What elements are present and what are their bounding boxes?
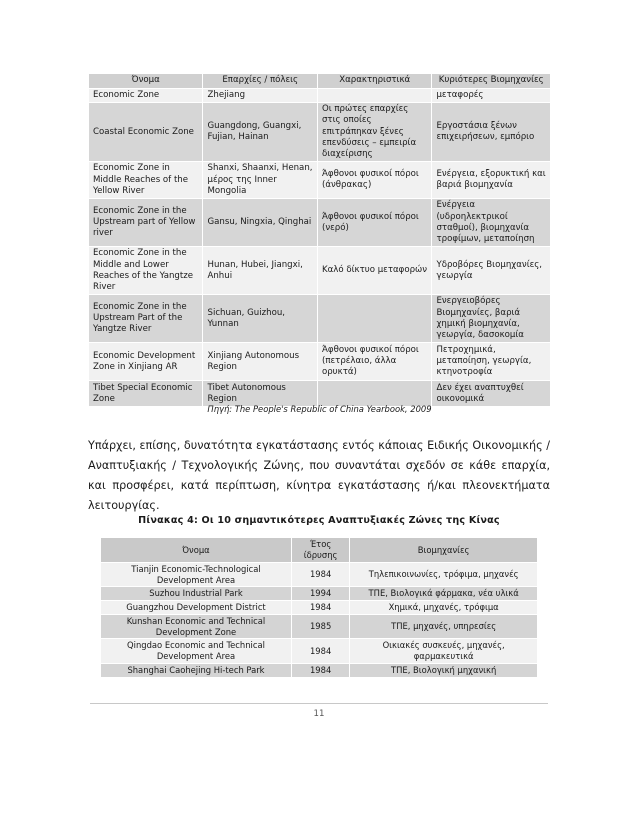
industries-cell: Οικιακές συσκευές, μηχανές, φαρμακευτικά — [350, 639, 538, 663]
zone-name-cell: Economic Zone — [89, 89, 203, 103]
table-row — [101, 587, 538, 601]
table-caption: Πίνακας 4: Οι 10 σημαντικότερες Αναπτυξιακές Ζώνες της Κίνας — [138, 515, 500, 526]
provinces-cell: Tibet Autonomous Region — [203, 381, 317, 407]
characteristics-cell: Άφθονοι φυσικοί πόροι (άνθρακας) — [317, 162, 431, 199]
industries-cell: Ενεργειοβόρες Βιομηχανίες, βαριά χημική βιομηχανία, γεωργία, δασοκομία — [432, 295, 551, 343]
table-row — [89, 162, 551, 199]
provinces-cell: Zhejiang — [203, 89, 317, 103]
table-row — [89, 295, 551, 343]
column-header-name: Όνομα — [89, 74, 203, 89]
table-row — [101, 663, 538, 677]
characteristics-cell: Καλό δίκτυο μεταφορών — [317, 247, 431, 295]
industries-cell: Χημικά, μηχανές, τρόφιμα — [350, 601, 538, 615]
zone-name-cell: Tianjin Economic-Technological Development Area — [101, 563, 292, 587]
provinces-cell: Guangdong, Guangxi, Fujian, Hainan — [203, 103, 317, 162]
table-header-row — [89, 74, 551, 89]
year-cell: 1984 — [291, 663, 349, 677]
table-row — [101, 601, 538, 615]
column-header-industries: Βιομηχανίες — [350, 538, 538, 563]
table-row — [89, 199, 551, 247]
column-header-industries: Κυριότερες Βιομηχανίες — [432, 74, 551, 89]
zone-name-cell: Economic Zone in the Upstream part of Yellow river — [89, 199, 203, 247]
industries-cell: μεταφορές — [432, 89, 551, 103]
zone-name-cell: Coastal Economic Zone — [89, 103, 203, 162]
column-header-provinces: Επαρχίες / πόλεις — [203, 74, 317, 89]
zone-name-cell: Suzhou Industrial Park — [101, 587, 292, 601]
characteristics-cell: Άφθονοι φυσικοί πόροι (νερό) — [317, 199, 431, 247]
provinces-cell: Gansu, Ningxia, Qinghai — [203, 199, 317, 247]
industries-cell: Δεν έχει αναπτυχθεί οικονομικά — [432, 381, 551, 407]
zone-name-cell: Economic Zone in Middle Reaches of the Yellow River — [89, 162, 203, 199]
table-row — [89, 381, 551, 407]
year-cell: 1994 — [291, 587, 349, 601]
industries-cell: ΤΠΕ, μηχανές, υπηρεσίες — [350, 615, 538, 639]
page-number: 11 — [313, 709, 325, 719]
industries-cell: Υδροβόρες Βιομηχανίες, γεωργία — [432, 247, 551, 295]
table-header-row — [101, 538, 538, 563]
body-paragraph: Υπάρχει, επίσης, δυνατότητα εγκατάστασης εντός κάποιας Ειδικής Οικονομικής / Αναπτυξιακής / Τεχνολογικής Ζώνης, που συναντάται σχεδόν σε κάθε επαρχία, και προσφέρει, κατά περίπτωση, κίνητρα εγκατάστασης ή/και πλεονεκτήματα λειτουργίας. — [88, 439, 550, 512]
table-row — [89, 343, 551, 381]
characteristics-cell: Άφθονοι φυσικοί πόροι (πετρέλαιο, άλλα ορυκτά) — [317, 343, 431, 381]
year-cell: 1984 — [291, 601, 349, 615]
zone-name-cell: Qingdao Economic and Technical Development Area — [101, 639, 292, 663]
zone-name-cell: Economic Development Zone in Xinjiang AR — [89, 343, 203, 381]
provinces-cell: Sichuan, Guizhou, Yunnan — [203, 295, 317, 343]
characteristics-cell — [317, 381, 431, 407]
industries-cell: Εργοστάσια ξένων επιχειρήσεων, εμπόριο — [432, 103, 551, 162]
economic-zones-table — [88, 73, 551, 407]
year-cell: 1985 — [291, 615, 349, 639]
characteristics-cell — [317, 295, 431, 343]
industries-cell: Τηλεπικοινωνίες, τρόφιμα, μηχανές — [350, 563, 538, 587]
provinces-cell: Shanxi, Shaanxi, Henan, μέρος της Inner Mongolia — [203, 162, 317, 199]
industries-cell: Ενέργεια, εξορυκτική και βαριά βιομηχανία — [432, 162, 551, 199]
industries-cell: ΤΠΕ, Βιολογικά φάρμακα, νέα υλικά — [350, 587, 538, 601]
industries-cell: Πετροχημικά, μεταποίηση, γεωργία, κτηνοτροφία — [432, 343, 551, 381]
table-row — [101, 563, 538, 587]
zone-name-cell: Kunshan Economic and Technical Development Zone — [101, 615, 292, 639]
provinces-cell: Hunan, Hubei, Jiangxi, Anhui — [203, 247, 317, 295]
table-row — [89, 89, 551, 103]
table-row — [89, 103, 551, 162]
column-header-year: Έτος ίδρυσης — [291, 538, 349, 563]
zone-name-cell: Tibet Special Economic Zone — [89, 381, 203, 407]
table-source-note: Πηγή: The People's Republic of China Yearbook, 2009 — [207, 404, 432, 414]
year-cell: 1984 — [291, 639, 349, 663]
zone-name-cell: Economic Zone in the Middle and Lower Reaches of the Yangtze River — [89, 247, 203, 295]
column-header-name: Όνομα — [101, 538, 292, 563]
characteristics-cell: Οι πρώτες επαρχίες στις οποίες επιτράπηκαν ξένες επενδύσεις – εμπειρία διαχείρισης — [317, 103, 431, 162]
characteristics-cell — [317, 89, 431, 103]
table-row — [89, 247, 551, 295]
table-row — [101, 615, 538, 639]
footer-divider — [90, 703, 548, 704]
zone-name-cell: Shanghai Caohejing Hi-tech Park — [101, 663, 292, 677]
provinces-cell: Xinjiang Autonomous Region — [203, 343, 317, 381]
column-header-characteristics: Χαρακτηριστικά — [317, 74, 431, 89]
table-row — [101, 639, 538, 663]
zone-name-cell: Economic Zone in the Upstream Part of the Yangtze River — [89, 295, 203, 343]
industries-cell: ΤΠΕ, Βιολογική μηχανική — [350, 663, 538, 677]
development-zones-table — [100, 537, 538, 678]
year-cell: 1984 — [291, 563, 349, 587]
industries-cell: Ενέργεια (υδροηλεκτρικοί σταθμοί), βιομηχανία τροφίμων, μεταποίηση — [432, 199, 551, 247]
zone-name-cell: Guangzhou Development District — [101, 601, 292, 615]
